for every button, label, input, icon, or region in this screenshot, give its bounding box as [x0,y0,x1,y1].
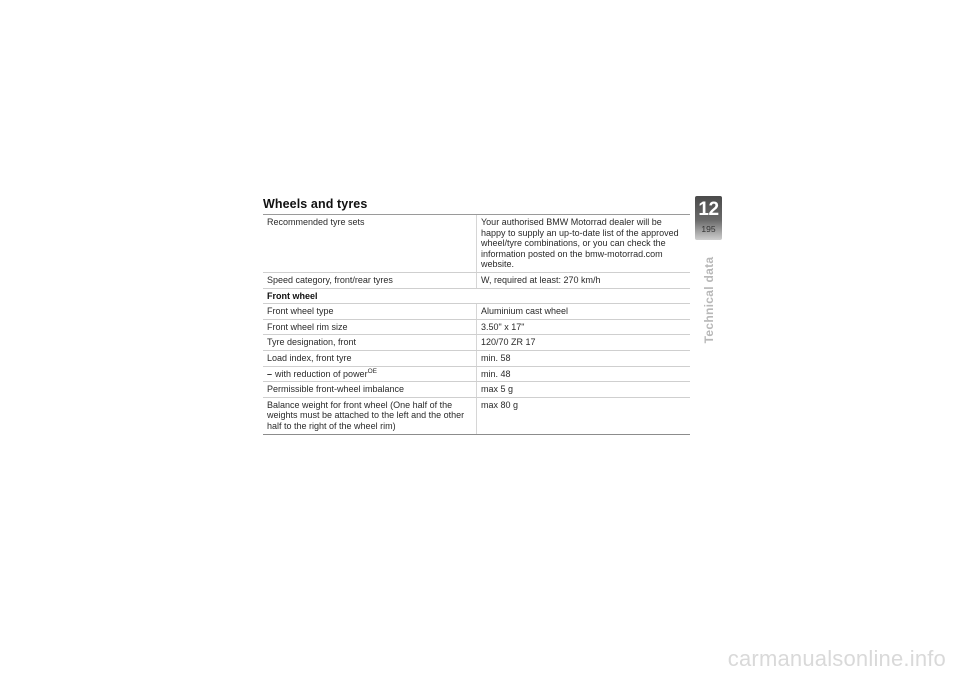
wheels-tyres-spec-table [263,215,690,435]
spec-label: Speed category, front/rear tyres [263,272,477,288]
table-row [263,382,690,398]
table-row [263,366,690,382]
spec-label: Tyre designation, front [263,335,477,351]
spec-value: Your authorised BMW Motorrad dealer will be happy to supply an up-to-date list of the approved wheel/tyre combinations, or you can check the information posted on the bmw-motorrad.com website. [477,215,691,272]
oe-superscript: OE [367,367,377,375]
spec-label: with reduction of power [275,368,368,379]
chapter-title-vertical: Technical data [702,256,716,344]
chapter-tab [695,196,722,240]
spec-label: Balance weight for front wheel (One half of the weights must be attached to the left and the other half to the right of the wheel rim) [263,397,477,434]
chapter-number: 12 [698,199,719,220]
table-row [263,319,690,335]
spec-value: max 5 g [477,382,691,398]
dash-marker: – [267,368,273,379]
spec-value: min. 48 [477,366,691,382]
table-row [263,272,690,288]
table-row [263,304,690,320]
spec-label: Front wheel rim size [263,319,477,335]
spec-label: Permissible front-wheel imbalance [263,382,477,398]
spec-value: W, required at least: 270 km/h [477,272,691,288]
table-row [263,397,690,434]
spec-value: Aluminium cast wheel [477,304,691,320]
section-heading-front-wheel: Front wheel [263,288,690,304]
page-number: 195 [701,224,716,234]
spec-label: Recommended tyre sets [263,215,477,272]
spec-label: Load index, front tyre [263,350,477,366]
table-row [263,335,690,351]
spec-label-cell [263,366,477,382]
table-section-row [263,288,690,304]
spec-value: max 80 g [477,397,691,434]
table-row [263,215,690,272]
spec-value: min. 58 [477,350,691,366]
section-title: Wheels and tyres [263,197,368,211]
watermark: carmanualsonline.info [727,646,946,671]
table-row [263,350,690,366]
spec-value: 3.50" x 17" [477,319,691,335]
spec-value: 120/70 ZR 17 [477,335,691,351]
spec-label: Front wheel type [263,304,477,320]
